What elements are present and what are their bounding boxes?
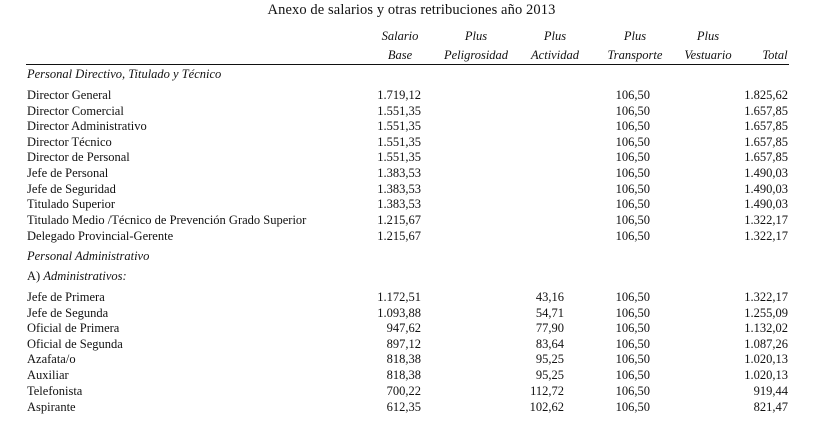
- section-label: Personal Administrativo: [27, 249, 150, 263]
- cell-plus-transporte: 106,50: [615, 352, 650, 366]
- cell-salario-base: 818,38: [386, 352, 421, 366]
- table-row: [0, 290, 823, 305]
- cell-total: 821,47: [753, 399, 788, 414]
- cell-plus-transporte: 106,50: [615, 197, 650, 211]
- row-label: Oficial de Segunda: [27, 336, 123, 351]
- cell-plus-transporte: 106,50: [615, 213, 650, 227]
- cell-salario-base: 1.215,67: [377, 229, 421, 243]
- cell-plus-transporte: 106,50: [615, 166, 650, 180]
- cell-salario-base: 1.383,53: [377, 181, 421, 196]
- col-header-peligrosidad-line1: Plus: [464, 29, 488, 43]
- cell-plus-actividad: 95,25: [535, 368, 564, 382]
- section-heading-administrativo: [0, 249, 823, 264]
- cell-plus-actividad: 83,64: [535, 336, 564, 351]
- cell-total: 1.825,62: [744, 88, 788, 102]
- table-row: [0, 384, 823, 399]
- col-header-actividad-line2: Actividad: [531, 48, 579, 62]
- cell-plus-actividad: 77,90: [535, 321, 564, 335]
- row-label: Jefe de Seguridad: [27, 181, 116, 196]
- cell-total: 1.657,85: [744, 134, 788, 149]
- cell-plus-actividad: 112,72: [530, 384, 564, 398]
- row-label: Delegado Provincial-Gerente: [27, 229, 174, 243]
- table-row: [0, 166, 823, 181]
- cell-salario-base: 1.383,53: [377, 197, 421, 211]
- row-label: Oficial de Primera: [27, 321, 120, 335]
- cell-salario-base: 1.719,12: [377, 88, 421, 102]
- table-row: [0, 182, 823, 197]
- cell-total: 1.657,85: [744, 103, 788, 118]
- subsection-title: Administrativos:: [43, 269, 127, 283]
- table-row: [0, 337, 823, 352]
- row-label: Director Técnico: [27, 134, 112, 149]
- row-label: Jefe de Segunda: [27, 305, 109, 320]
- table-row: [0, 150, 823, 165]
- cell-salario-base: 700,22: [386, 384, 421, 398]
- table-row: [0, 119, 823, 134]
- table-row: [0, 88, 823, 103]
- header-rule: [26, 64, 789, 65]
- cell-plus-transporte: 106,50: [615, 321, 650, 335]
- col-header-salario-base-line2: Base: [387, 48, 413, 62]
- document-title: Anexo de salarios y otras retribuciones año 2013: [267, 2, 556, 18]
- table-row: [0, 197, 823, 212]
- row-label: Director de Personal: [27, 150, 130, 164]
- cell-total: 919,44: [753, 384, 788, 398]
- cell-total: 1.657,85: [744, 119, 788, 133]
- cell-salario-base: 1.215,67: [377, 213, 421, 227]
- subsection-label: [27, 269, 127, 284]
- row-label: Azafata/o: [27, 352, 76, 366]
- row-label: Jefe de Personal: [27, 166, 109, 180]
- col-header-transporte-line2: Transporte: [607, 48, 663, 62]
- cell-total: 1.657,85: [744, 150, 788, 164]
- cell-salario-base: 947,62: [386, 321, 421, 335]
- cell-salario-base: 1.093,88: [377, 305, 421, 320]
- cell-total: 1.490,03: [744, 197, 788, 211]
- cell-plus-transporte: 106,50: [615, 103, 650, 118]
- cell-plus-transporte: 106,50: [615, 229, 650, 243]
- table-row: [0, 306, 823, 321]
- table-row: [0, 135, 823, 150]
- cell-plus-transporte: 106,50: [615, 368, 650, 382]
- cell-total: 1.490,03: [744, 166, 788, 180]
- cell-total: 1.132,02: [744, 321, 788, 335]
- row-label: Director General: [27, 88, 112, 102]
- cell-salario-base: 1.551,35: [377, 134, 421, 149]
- cell-total: 1.255,09: [744, 305, 788, 320]
- cell-salario-base: 897,12: [386, 336, 421, 351]
- cell-plus-transporte: 106,50: [615, 399, 650, 414]
- cell-plus-transporte: 106,50: [615, 88, 650, 102]
- cell-total: 1.020,13: [744, 368, 788, 382]
- cell-total: 1.322,17: [744, 229, 788, 243]
- col-header-vestuario-line1: Plus: [696, 29, 720, 43]
- cell-plus-transporte: 106,50: [615, 150, 650, 164]
- row-label: Titulado Medio /Técnico de Prevención Grado Superior: [27, 213, 307, 227]
- col-header-actividad-line1: Plus: [543, 29, 567, 43]
- cell-plus-transporte: 106,50: [615, 336, 650, 351]
- col-header-transporte-line1: Plus: [623, 29, 647, 43]
- row-label: Auxiliar: [27, 368, 69, 382]
- cell-salario-base: 1.551,35: [377, 103, 421, 118]
- cell-total: 1.020,13: [744, 352, 788, 366]
- cell-salario-base: 1.172,51: [377, 290, 421, 304]
- cell-plus-transporte: 106,50: [615, 305, 650, 320]
- cell-plus-transporte: 106,50: [615, 119, 650, 133]
- col-header-total: Total: [762, 48, 788, 62]
- cell-plus-actividad: 95,25: [535, 352, 564, 366]
- cell-total: 1.322,17: [744, 290, 788, 304]
- cell-plus-actividad: 54,71: [535, 305, 564, 320]
- cell-total: 1.087,26: [744, 336, 788, 351]
- cell-plus-actividad: 43,16: [535, 290, 564, 304]
- table-row: [0, 368, 823, 383]
- row-label: Jefe de Primera: [27, 290, 105, 304]
- row-label: Aspirante: [27, 399, 76, 414]
- cell-total: 1.490,03: [744, 181, 788, 196]
- cell-plus-transporte: 106,50: [615, 181, 650, 196]
- cell-plus-actividad: 102,62: [529, 399, 564, 414]
- cell-salario-base: 1.383,53: [377, 166, 421, 180]
- subsection-heading-administrativos: [0, 269, 823, 284]
- table-row: [0, 352, 823, 367]
- col-header-vestuario-line2: Vestuario: [684, 48, 732, 62]
- table-row: [0, 400, 823, 415]
- table-row: [0, 321, 823, 336]
- row-label: Director Comercial: [27, 103, 124, 118]
- section-heading-directivo: [0, 67, 823, 82]
- cell-plus-transporte: 106,50: [615, 290, 650, 304]
- col-header-peligrosidad-line2: Peligrosidad: [443, 48, 509, 62]
- section-label: Personal Directivo, Titulado y Técnico: [27, 67, 222, 81]
- table-row: [0, 104, 823, 119]
- row-label: Titulado Superior: [27, 197, 116, 211]
- cell-salario-base: 818,38: [386, 368, 421, 382]
- cell-salario-base: 1.551,35: [377, 119, 421, 133]
- subsection-prefix: A): [27, 269, 41, 283]
- row-label: Telefonista: [27, 384, 83, 398]
- cell-plus-transporte: 106,50: [615, 134, 650, 149]
- table-row: [0, 213, 823, 228]
- cell-salario-base: 612,35: [386, 399, 421, 414]
- cell-plus-transporte: 106,50: [615, 384, 650, 398]
- cell-total: 1.322,17: [744, 213, 788, 227]
- cell-salario-base: 1.551,35: [377, 150, 421, 164]
- row-label: Director Administrativo: [27, 119, 147, 133]
- col-header-salario-base-line1: Salario: [381, 29, 419, 43]
- table-row: [0, 229, 823, 244]
